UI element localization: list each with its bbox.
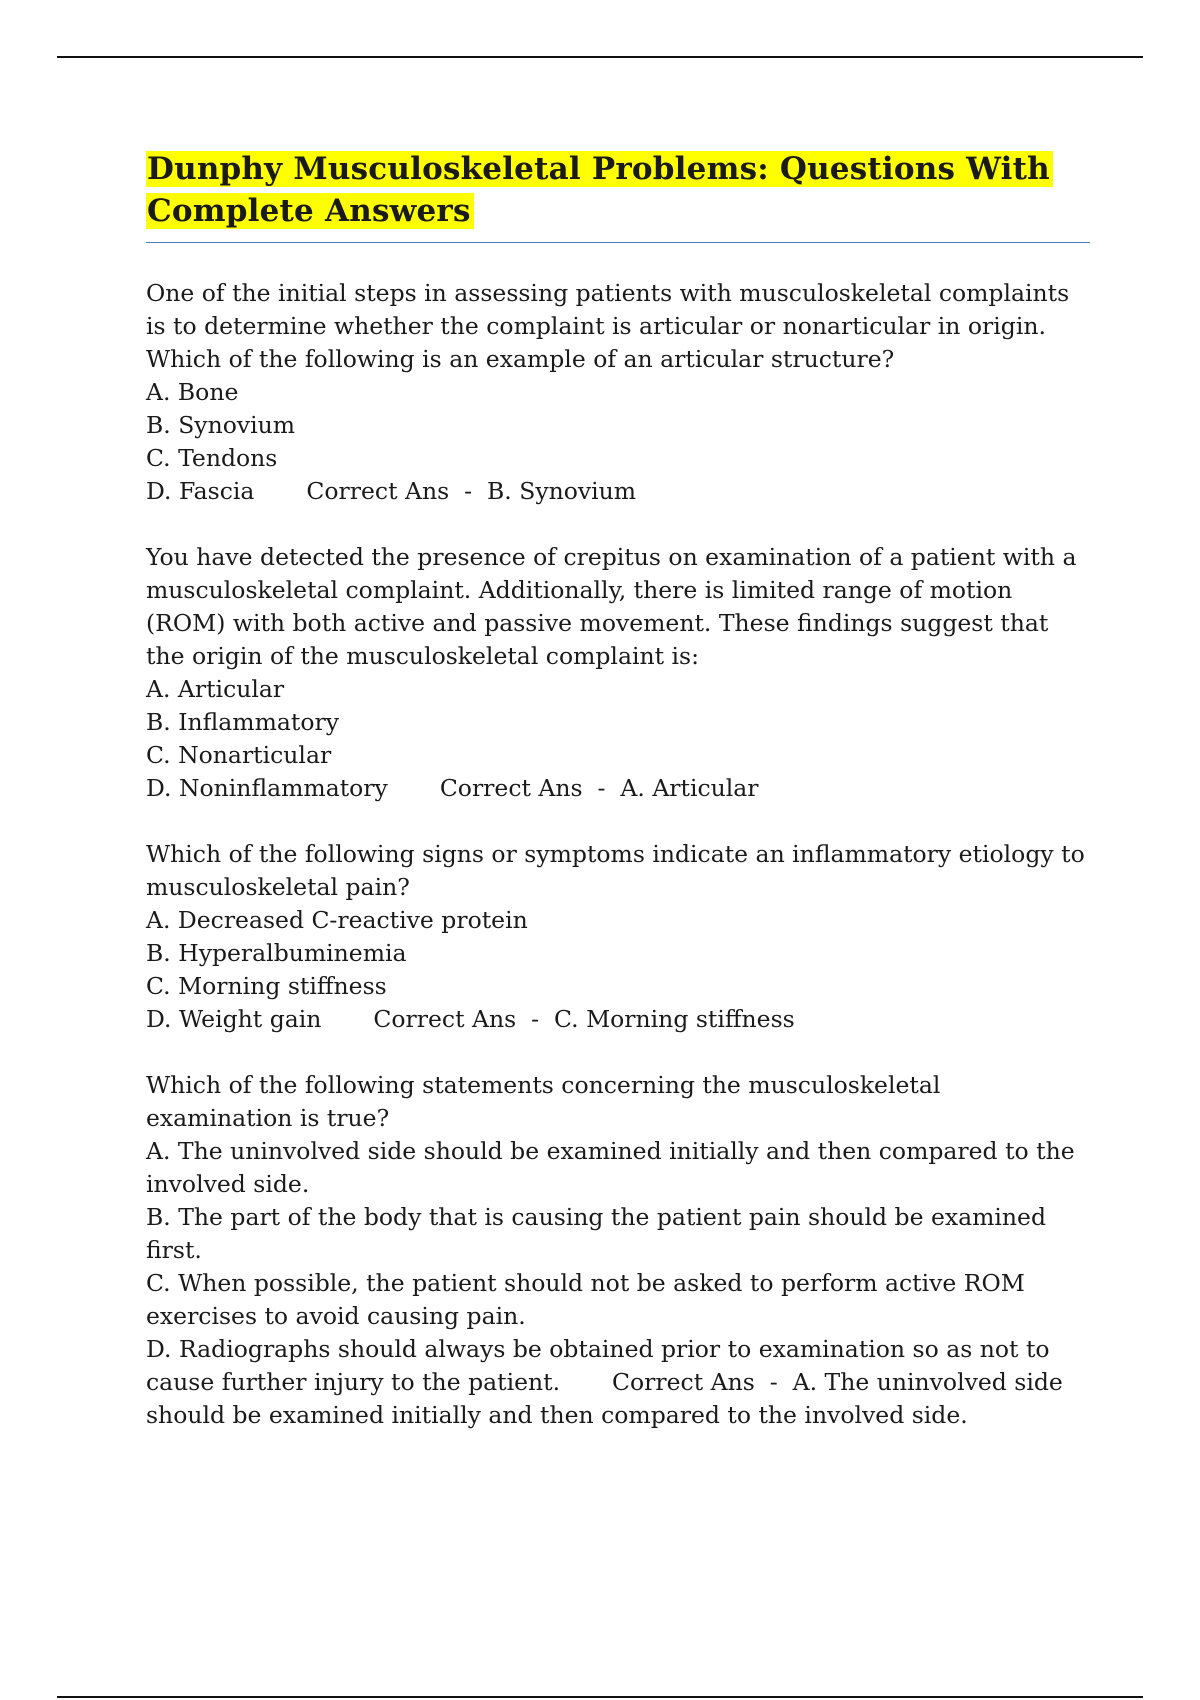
option-d: D. Weight gain: [146, 1005, 322, 1033]
question-text: Which of the following signs or symptoms indicate an inflammatory etiology to musculoskeletal pain?: [146, 840, 1085, 901]
option-d-with-answer: [146, 475, 1090, 508]
question-list: [146, 277, 1090, 1432]
question-text: You have detected the presence of crepitus on examination of a patient with a musculoskeletal complaint. Additionally, there is limited range of motion (ROM) with both active and passive movement. These findings suggest that the origin of the musculoskeletal complaint is:: [146, 543, 1077, 670]
option-b: B. Synovium: [146, 411, 296, 439]
option-c: C. Tendons: [146, 444, 278, 472]
question-4: [146, 1069, 1090, 1432]
document-body: [146, 148, 1090, 1465]
option-c: C. When possible, the patient should not be asked to perform active ROM exercises to avoid causing pain.: [146, 1269, 1025, 1330]
title-underline: [146, 242, 1090, 243]
bottom-page-rule: [57, 1696, 1143, 1698]
option-d-with-answer: [146, 1333, 1090, 1432]
option-d-with-answer: [146, 772, 1090, 805]
option-d-with-answer: [146, 1003, 1090, 1036]
correct-answer-label: Correct Ans -: [612, 1368, 786, 1396]
top-page-rule: [57, 56, 1143, 58]
correct-answer: B. Synovium: [487, 477, 637, 505]
option-b: B. Inflammatory: [146, 708, 339, 736]
option-d: D. Radiographs should always be obtained prior to examination so as not to cause further injury to the patient.: [146, 1335, 1050, 1396]
option-a: A. Decreased C-reactive protein: [146, 906, 528, 934]
option-c: C. Morning stiffness: [146, 972, 387, 1000]
question-3: [146, 838, 1090, 1036]
question-2: [146, 541, 1090, 805]
option-a: A. Articular: [146, 675, 285, 703]
option-d: D. Fascia: [146, 477, 255, 505]
option-b: B. Hyperalbuminemia: [146, 939, 407, 967]
correct-answer: A. Articular: [620, 774, 759, 802]
question-text: Which of the following statements concerning the musculoskeletal examination is true?: [146, 1071, 941, 1132]
option-a: A. The uninvolved side should be examined initially and then compared to the involved side.: [146, 1137, 1075, 1198]
question-1: [146, 277, 1090, 508]
correct-answer: C. Morning stiffness: [554, 1005, 795, 1033]
correct-answer-label: Correct Ans -: [306, 477, 480, 505]
document-title: [146, 148, 1090, 232]
correct-answer-label: Correct Ans -: [373, 1005, 547, 1033]
option-a: A. Bone: [146, 378, 239, 406]
correct-answer-label: Correct Ans -: [439, 774, 613, 802]
option-d: D. Noninflammatory: [146, 774, 388, 802]
question-text: One of the initial steps in assessing patients with musculoskeletal complaints is to determine whether the complaint is articular or nonarticular in origin. Which of the following is an example of an articular structure?: [146, 279, 1070, 373]
correct-answer: A. The uninvolved side should be examined initially and then compared to the involved side.: [146, 1368, 1063, 1429]
option-b: B. The part of the body that is causing the patient pain should be examined first.: [146, 1203, 1047, 1264]
option-c: C. Nonarticular: [146, 741, 332, 769]
document-title-text: Dunphy Musculoskeletal Problems: Questions With Complete Answers: [146, 151, 1053, 229]
